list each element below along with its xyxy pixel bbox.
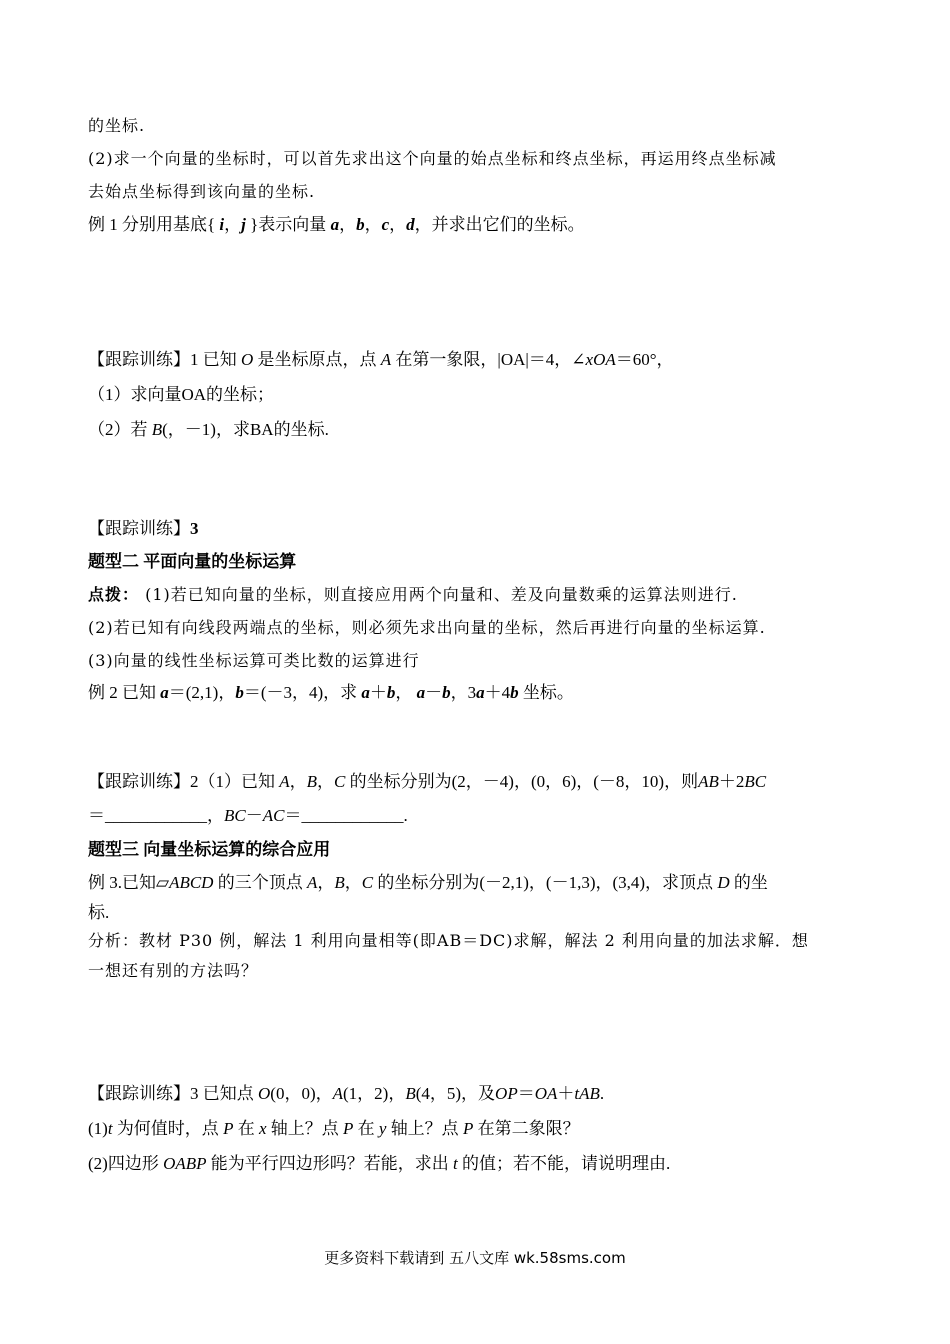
text-line: 去始点坐标得到该向量的坐标. — [88, 182, 316, 201]
section-title-type-2: 题型二 平面向量的坐标运算 — [88, 552, 297, 571]
tip-line: (3)向量的线性坐标运算可类比数的运算进行 — [88, 651, 420, 670]
tip-line: 点拨： (1)若已知向量的坐标，则直接应用两个向量和、差及向量数乘的运算法则进行. — [88, 585, 738, 604]
practice-2: 【跟踪训练】2（1）已知 A，B，C 的坐标分别为(2，－4)，(0，6)，(－8，10)，则AB＋2BC — [88, 772, 767, 791]
analysis-line: 分析：教材 P30 例，解法 1 利用向量相等(即AB＝DC)求解，解法 2 利用向量的加法求解．想 — [88, 931, 809, 950]
example-3-continued: 标. — [88, 903, 110, 922]
practice-3-heading: 【跟踪训练】3 — [88, 519, 199, 538]
example-1: 例 1 分别用基底{ i，j }表示向量 a，b，c，d，并求出它们的坐标。 — [88, 215, 585, 234]
practice-1: 【跟踪训练】1 已知 O 是坐标原点，点 A 在第一象限，|OA|＝4，∠xOA＝60°， — [88, 350, 674, 369]
analysis-line: 一想还有别的方法吗？ — [88, 961, 259, 980]
practice-3: 【跟踪训练】3 已知点 O(0，0)，A(1，2)，B(4，5)，及OP＝OA＋tAB. — [88, 1084, 605, 1103]
text-line: 的坐标. — [88, 116, 146, 135]
section-title-type-3: 题型三 向量坐标运算的综合应用 — [88, 840, 331, 859]
practice-1-question-2: （2）若 B(，－1)，求BA的坐标. — [88, 420, 329, 439]
practice-1-question-1: （1）求向量OA的坐标； — [88, 385, 275, 404]
practice-3-question-2: (2)四边形 OABP 能为平行四边形吗？若能，求出 t 的值；若不能，请说明理由. — [88, 1154, 671, 1173]
example-2: 例 2 已知 a＝(2,1)，b＝(－3，4)，求 a＋b， a－b，3a＋4b 坐标。 — [88, 683, 574, 702]
example-3: 例 3.已知▱ABCD 的三个顶点 A，B，C 的坐标分别为(－2,1)，(－1,3)，(3,4)，求顶点 D 的坐 — [88, 873, 768, 892]
page-footer: 更多资料下载请到 五八文库 wk.58sms.com — [324, 1249, 626, 1267]
practice-2-answer-blanks: ＝____________，BC－AC＝____________. — [88, 806, 408, 825]
text-line: (2)求一个向量的坐标时，可以首先求出这个向量的始点坐标和终点坐标，再运用终点坐标减 — [88, 149, 777, 168]
tip-line: (2)若已知有向线段两端点的坐标，则必须先求出向量的坐标，然后再进行向量的坐标运算. — [88, 618, 766, 637]
practice-3-question-1: (1)t 为何值时，点 P 在 x 轴上？点 P 在 y 轴上？点 P 在第二象限？ — [88, 1119, 580, 1138]
